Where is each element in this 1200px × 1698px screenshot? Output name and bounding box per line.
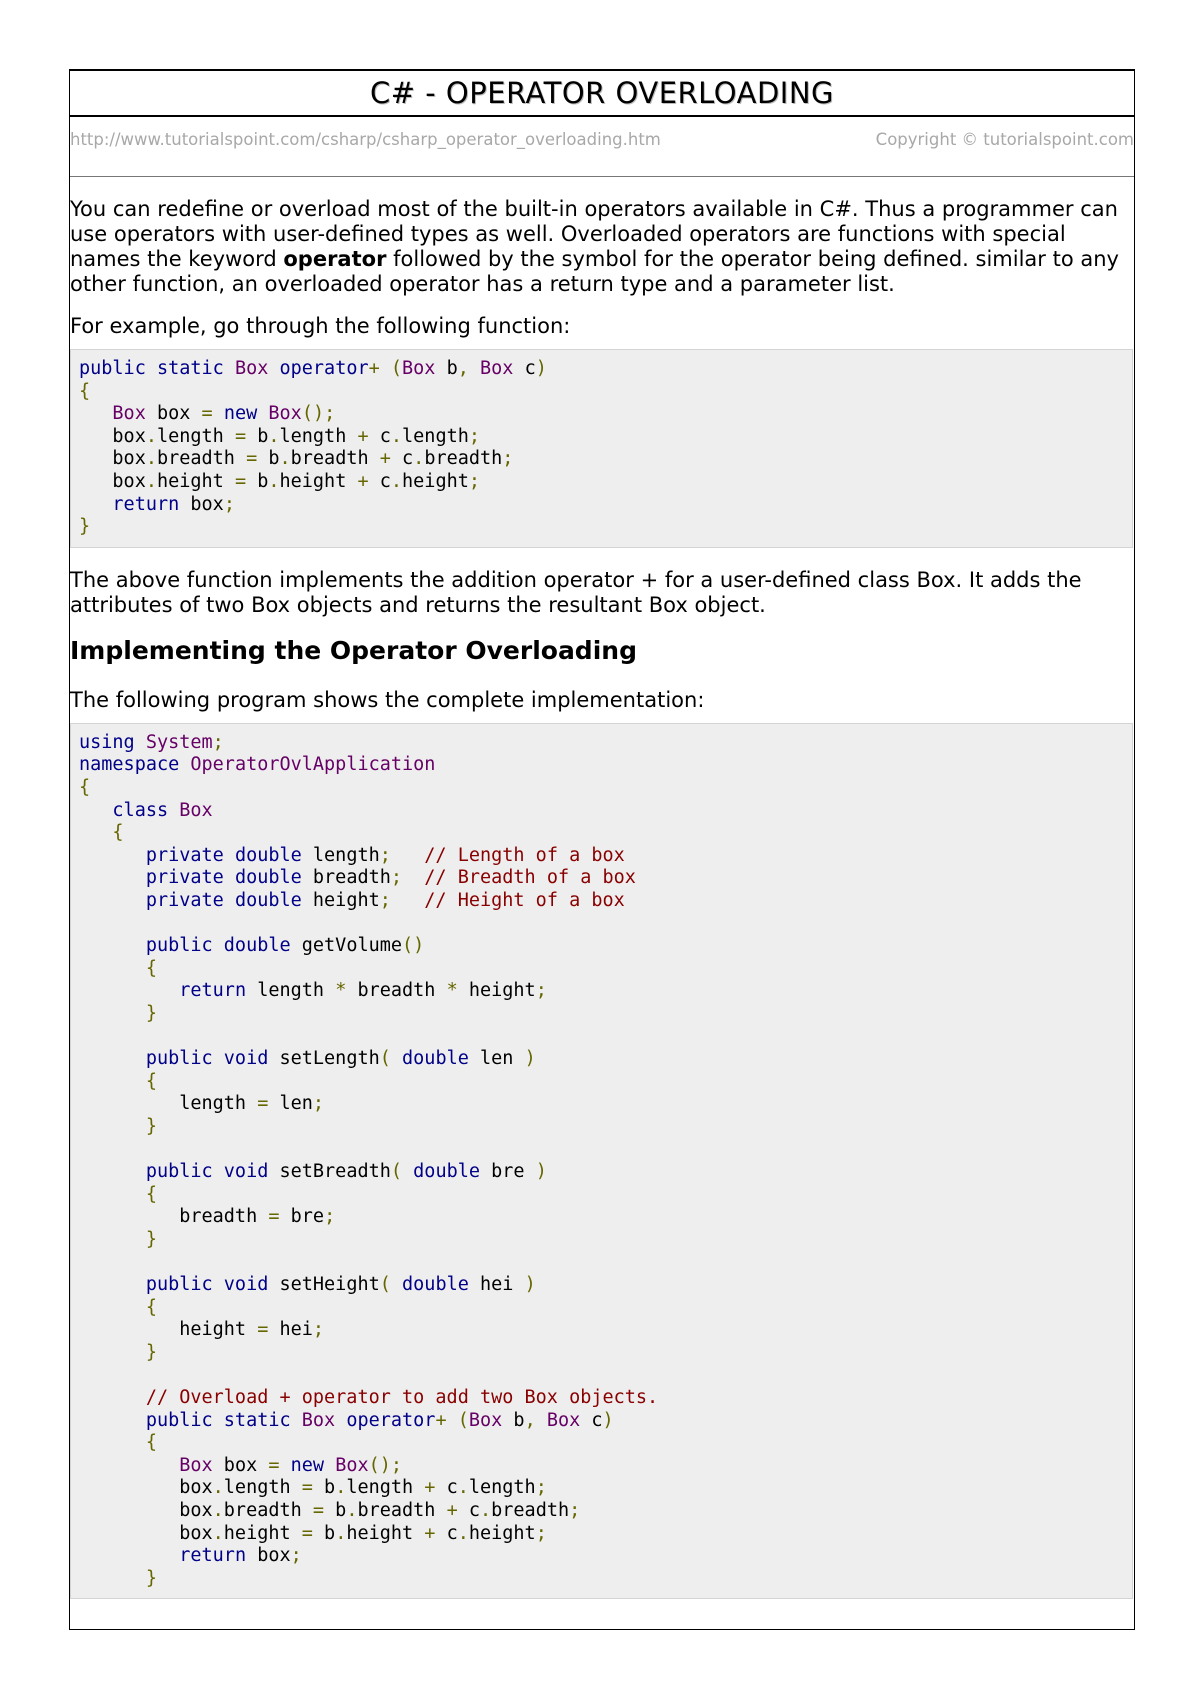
code-program-line: height = hei; xyxy=(79,1319,325,1341)
code-program-line: // Overload + operator to add two Box objects. xyxy=(145,1386,659,1408)
article-content xyxy=(70,177,1134,1599)
code-program-line: } xyxy=(145,1567,157,1589)
code-program-line: { xyxy=(145,1070,157,1092)
code-program-line: Box box = new Box(); xyxy=(179,1454,403,1476)
code-program-line: private double breadth; // Breadth of a box xyxy=(145,867,636,889)
code-block-function xyxy=(70,349,1133,548)
code-program-line: { xyxy=(112,822,124,844)
intro-paragraph xyxy=(70,197,1134,297)
example-intro: For example, go through the following function: xyxy=(70,314,571,338)
source-url: http://www.tutorialspoint.com/csharp/csharp_operator_overloading.htm xyxy=(70,130,661,149)
code-program-line: private double length; // Length of a box xyxy=(145,844,625,866)
code-function-line: box.height = b.height + c.height; xyxy=(79,470,480,492)
code-program-line: return length * breadth * height; xyxy=(179,980,547,1002)
code-program-line: public static Box operator+ (Box b, Box c) xyxy=(145,1409,614,1431)
code-program-line: private double height; // Height of a box xyxy=(145,889,625,911)
code-program-line: box.breadth = b.breadth + c.breadth; xyxy=(79,1499,581,1521)
code-program-line: { xyxy=(79,776,91,798)
code-program-line: box.length = b.length + c.length; xyxy=(79,1477,547,1499)
code-function-line: Box box = new Box(); xyxy=(112,403,336,425)
code-program-line: { xyxy=(145,957,157,979)
section-heading: Implementing the Operator Overloading xyxy=(70,635,637,665)
code-listing-program xyxy=(79,732,1132,1591)
code-program-line: breadth = bre; xyxy=(79,1206,336,1228)
code-program-line: { xyxy=(145,1183,157,1205)
code-program-line: length = len; xyxy=(79,1093,325,1115)
intro-text-1: You can redefine or overload most of the built-in operators available in C#. Thus a programmer can use operators with user-defined types as well. Overloaded operators are functions with special names the keyword xyxy=(70,197,1118,271)
code-program-line: } xyxy=(145,1228,157,1250)
intro-keyword: operator xyxy=(283,247,387,271)
code-program-line: return box; xyxy=(179,1545,302,1567)
intro-text-2: followed by the symbol for the operator being defined. similar to any other function, an overloaded operator has a return type and a parameter list. xyxy=(70,247,1119,296)
document-page xyxy=(69,69,1135,1630)
code-program-line: } xyxy=(145,1341,157,1363)
code-function-line: { xyxy=(79,380,91,402)
code-program-line: } xyxy=(145,1002,157,1024)
title-bar xyxy=(70,69,1134,117)
code-block-program xyxy=(70,723,1133,1600)
code-program-line: namespace OperatorOvlApplication xyxy=(79,754,436,776)
code-function-line: public static Box operator+ (Box b, Box c) xyxy=(79,358,547,379)
code-program-line: { xyxy=(145,1296,157,1318)
code-function-line: box.breadth = b.breadth + c.breadth; xyxy=(79,448,514,470)
code-function-line: box.length = b.length + c.length; xyxy=(79,425,480,447)
page-title: C# - OPERATOR OVERLOADING xyxy=(369,76,834,110)
code-program-line: public void setBreadth( double bre ) xyxy=(145,1161,547,1183)
program-intro: The following program shows the complete implementation: xyxy=(70,687,705,712)
code-program-line: class Box xyxy=(112,799,213,821)
code-program-line: box.height = b.height + c.height; xyxy=(79,1522,547,1544)
code-program-line: public void setHeight( double hei ) xyxy=(145,1274,536,1295)
after-code-paragraph: The above function implements the addition operator + for a user-defined class Box. It adds the attributes of two Box objects and returns the resultant Box object. xyxy=(70,567,1082,617)
code-program-line: public void setLength( double len ) xyxy=(145,1048,536,1070)
meta-bar xyxy=(70,117,1134,177)
code-listing-function xyxy=(79,358,1132,539)
code-program-line: using System; xyxy=(79,731,224,753)
code-function-line: return box; xyxy=(112,493,235,515)
copyright-notice: Copyright © tutorialspoint.com xyxy=(875,130,1134,149)
code-program-line: } xyxy=(145,1115,157,1137)
code-program-line: { xyxy=(145,1432,157,1454)
code-program-line: public double getVolume() xyxy=(145,935,425,957)
code-function-line: } xyxy=(79,516,91,538)
